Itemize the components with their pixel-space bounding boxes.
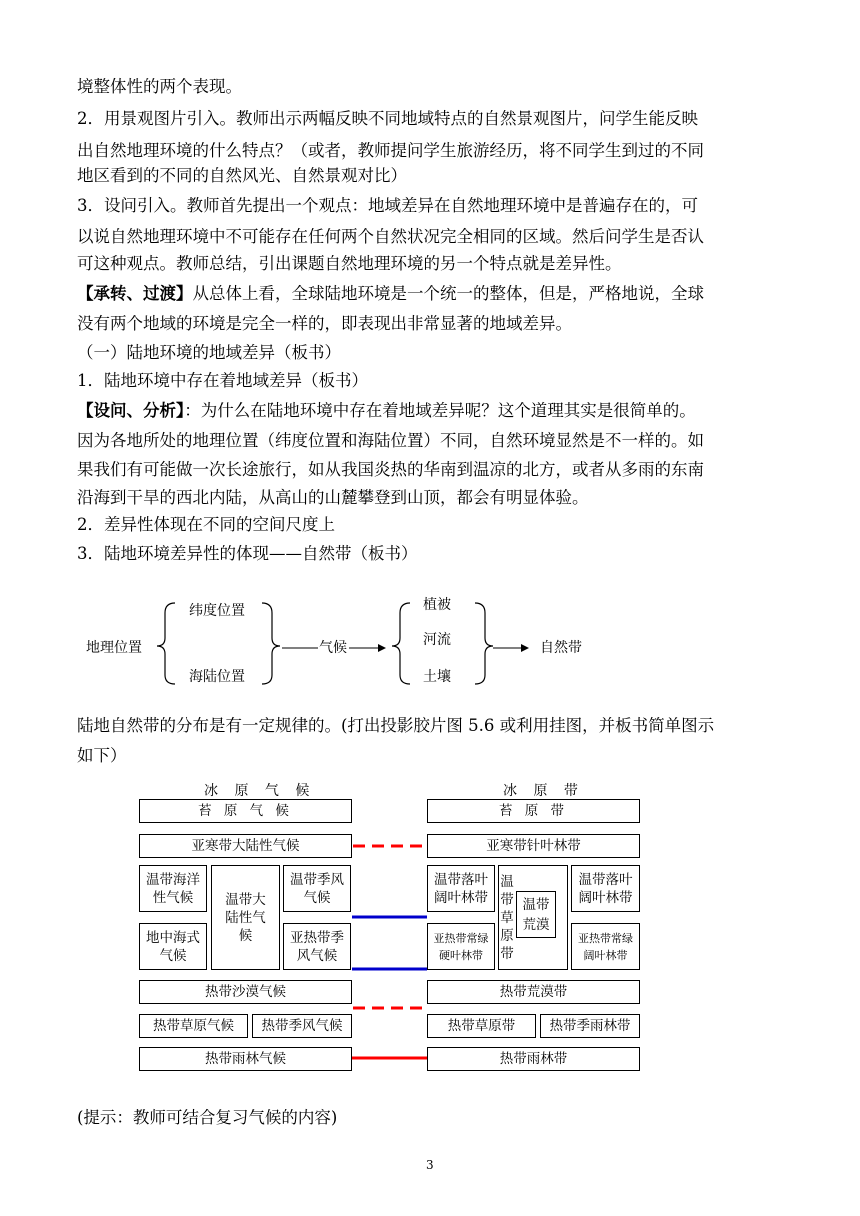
paragraph-line: 境整体性的两个表现。 <box>77 77 242 96</box>
flow-river: 河流 <box>423 632 451 648</box>
subtropical-monsoon-box: 亚热带季风气候 <box>283 923 351 970</box>
paragraph-line: 2．用景观图片引入。教师出示两幅反映不同地域特点的自然景观图片，问学生能反映 <box>77 109 698 128</box>
tundra-climate-box: 苔 原 气 候 <box>139 799 352 823</box>
subarctic-climate-box: 亚寒带大陆性气候 <box>139 834 352 858</box>
temperate-deciduous-right-box: 温带落叶阔叶林带 <box>571 865 640 912</box>
rainforest-zone-box: 热带雨林带 <box>427 1047 640 1071</box>
paragraph-line: 沿海到干旱的西北内陆，从高山的山麓攀登到山顶，都会有明显体验。 <box>77 488 589 507</box>
flow-natural-zone: 自然带 <box>540 640 582 656</box>
rainforest-climate-box: 热带雨林气候 <box>139 1047 352 1071</box>
paragraph-line: 可这种观点。教师总结，引出课题自然地理环境的另一个特点就是差异性。 <box>77 254 622 273</box>
tropical-desert-zone-box: 热带荒漠带 <box>427 980 640 1004</box>
taiga-zone-box: 亚寒带针叶林带 <box>427 834 640 858</box>
flow-climate: 气候 <box>319 640 347 656</box>
flow-latitude: 纬度位置 <box>189 603 245 619</box>
paragraph-line: 地区看到的不同的自然风光、自然景观对比） <box>77 166 407 185</box>
paragraph-line: 陆地自然带的分布是有一定规律的。(打出投影胶片图 5.6 或利用挂图，并板书简单图示 <box>77 716 715 735</box>
paragraph-line: 2．差异性体现在不同的空间尺度上 <box>77 515 335 534</box>
temperate-desert-box: 温带荒漠 <box>516 891 556 938</box>
temperate-grassland-label: 温带草原带 <box>500 873 514 962</box>
tundra-zone-box: 苔 原 带 <box>427 799 640 823</box>
paragraph-line: 3．设问引入。教师首先提出一个观点：地域差异在自然地理环境中是普遍存在的，可 <box>77 196 698 215</box>
flow-geo-position: 地理位置 <box>86 640 142 656</box>
tropical-desert-climate-box: 热带沙漠气候 <box>139 980 352 1004</box>
temperate-monsoon-box: 温带季风气候 <box>283 865 351 912</box>
paragraph-line: 出自然地理环境的什么特点？（或者，教师提问学生旅游经历，将不同学生到过的不同 <box>77 141 704 160</box>
paragraph-line: 果我们有可能做一次长途旅行，如从我国炎热的华南到温凉的北方，或者从多雨的东南 <box>77 460 704 479</box>
paragraph-text: ：为什么在陆地环境中存在着地域差异呢？这个道理其实是很简单的。 <box>184 401 696 420</box>
paragraph-line: 因为各地所处的地理位置（纬度位置和海陆位置）不同，自然环境显然是不一样的。如 <box>77 431 704 450</box>
flow-soil: 土壤 <box>423 669 451 685</box>
paragraph-line: 没有两个地域的环境是完全一样的，即表现出非常显著的地域差异。 <box>77 314 572 333</box>
subtropical-evergreen-box: 亚热带常绿阔叶林带 <box>571 923 640 970</box>
section-label: 【设问、分析】 <box>77 401 185 420</box>
mediterranean-box: 地中海式气候 <box>139 923 207 970</box>
flow-vegetation: 植被 <box>423 597 451 613</box>
flow-land-sea: 海陆位置 <box>189 669 245 685</box>
paragraph-line: （一）陆地环境的地域差异（板书） <box>77 343 341 362</box>
temperate-continental-box: 温带大陆性气候 <box>211 865 280 970</box>
hint-line: (提示：教师可结合复习气候的内容) <box>77 1108 338 1127</box>
subtropical-sclerophyll-box: 亚热带常绿硬叶林带 <box>427 923 495 970</box>
temperate-deciduous-left-box: 温带落叶阔叶林带 <box>427 865 495 912</box>
section-label: 【承转、过渡】 <box>77 284 193 303</box>
temperate-maritime-box: 温带海洋性气候 <box>139 865 207 912</box>
paragraph-line: 以说自然地理环境中不可能存在任何两个自然状况完全相同的区域。然后问学生是否认 <box>77 227 704 246</box>
paragraph-line: 3．陆地环境差异性的体现——自然带（板书） <box>77 544 418 563</box>
savanna-zone-box: 热带草原带 <box>427 1014 536 1038</box>
tropical-monsoon-climate-box: 热带季风气候 <box>252 1014 352 1038</box>
savanna-climate-box: 热带草原气候 <box>139 1014 248 1038</box>
paragraph-text: 从总体上看，全球陆地环境是一个统一的整体，但是，严格地说，全球 <box>192 284 704 303</box>
left-top-label: 冰 原 气 候 <box>204 783 316 799</box>
right-top-label: 冰 原 带 <box>503 783 584 799</box>
page-number: 3 <box>426 1158 434 1172</box>
tropical-monsoon-forest-box: 热带季雨林带 <box>540 1014 640 1038</box>
paragraph-line: 1．陆地环境中存在着地域差异（板书） <box>77 371 368 390</box>
paragraph-line: 如下） <box>77 746 127 765</box>
